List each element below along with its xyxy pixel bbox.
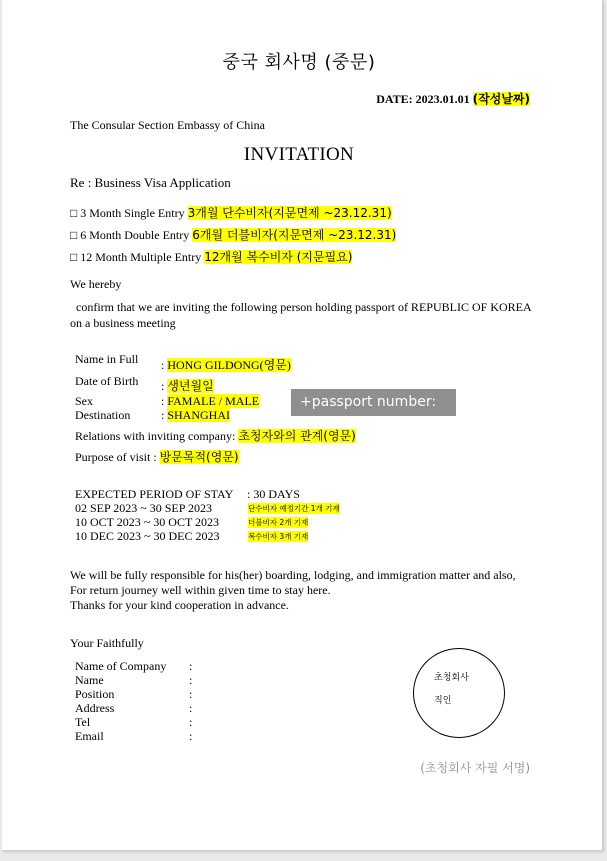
field-colon: : [189, 687, 193, 701]
stay-period-note-2: 더블비자 2개 기재 [248, 518, 309, 527]
checkbox-icon: □ [70, 206, 78, 220]
field-address: Address [75, 701, 115, 715]
stay-label: EXPECTED PERIOD OF STAY [75, 487, 234, 501]
visa-option-3 [70, 248, 352, 265]
stay-value: : 30 DAYS [247, 487, 300, 501]
stay-period-2: 10 OCT 2023 ~ 30 OCT 2023 [75, 515, 220, 529]
closing-line-1: We will be fully responsible for his(her) boarding, lodging, and immigration matter and also, [70, 568, 516, 582]
checkbox-icon: □ [70, 250, 78, 264]
sex-value-row [161, 394, 259, 409]
purpose-row [75, 448, 239, 465]
date-line [376, 90, 530, 107]
destination-value: SHANGHAI [167, 408, 231, 422]
hereby-text: We hereby [70, 277, 122, 291]
colon: : [161, 358, 165, 372]
faithfully: Your Faithfully [70, 636, 144, 650]
confirm-line-1: confirm that we are inviting the following person holding passport of REPUBLIC OF KOREA [76, 300, 532, 314]
field-company-name: Name of Company [75, 659, 167, 673]
visa-option-label: 6 Month Double Entry [80, 228, 190, 242]
destination-label: Destination [75, 408, 131, 422]
field-tel: Tel [75, 715, 91, 729]
visa-option-2 [70, 226, 396, 243]
signature-note: (초청회사 자필 서명) [420, 761, 530, 775]
purpose-label: Purpose of visit : [75, 450, 157, 464]
dob-value: 생년월일 [167, 379, 214, 393]
passport-number-note: +passport number: [291, 389, 456, 416]
company-title: 중국 회사명 (중문) [222, 52, 376, 73]
closing-line-3: Thanks for your kind cooperation in advance. [70, 598, 289, 612]
stay-period-note-1: 단수비자 예정기간 1개 기재 [248, 504, 340, 513]
visa-option-1 [70, 204, 392, 221]
relation-row [75, 427, 356, 444]
visa-option-label: 3 Month Single Entry [80, 206, 185, 220]
destination-value-row [161, 408, 230, 423]
company-seal-circle [413, 648, 505, 738]
document-page [2, 0, 603, 851]
dob-value-row [161, 377, 214, 394]
visa-option-note: 12개월 복수비자 (지문필요) [204, 250, 353, 264]
field-colon: : [189, 673, 193, 687]
stay-period-note-3: 복수비자 3개 기재 [248, 532, 309, 541]
field-position: Position [75, 687, 115, 701]
sex-value: FAMALE / MALE [167, 394, 260, 408]
field-colon: : [189, 729, 193, 743]
name-value-row [161, 356, 291, 373]
seal-text-1: 초청회사 [434, 673, 469, 683]
visa-option-note: 6개월 더블비자(지문면제 ~23.12.31) [192, 228, 397, 242]
field-colon: : [189, 659, 193, 673]
checkbox-icon: □ [70, 228, 78, 242]
dob-label: Date of Birth [75, 374, 139, 388]
visa-option-label: 12 Month Multiple Entry [80, 250, 202, 264]
colon: : [161, 394, 165, 408]
invitation-heading: INVITATION [243, 144, 355, 165]
confirm-line-2: on a business meeting [70, 316, 176, 330]
relation-value: 초청자와의 관계(영문) [238, 429, 356, 443]
stay-period-3: 10 DEC 2023 ~ 30 DEC 2023 [75, 529, 220, 543]
field-colon: : [189, 701, 193, 715]
date-note: (작성날짜) [472, 92, 530, 106]
sex-label: Sex [75, 394, 93, 408]
seal-text-2: 직인 [434, 696, 452, 706]
closing-line-2: For return journey well within given time to stay here. [70, 583, 331, 597]
re-line: Re : Business Visa Application [70, 175, 231, 190]
purpose-value: 방문목적(영문) [159, 450, 239, 464]
recipient: The Consular Section Embassy of China [70, 118, 265, 132]
relation-label: Relations with inviting company: [75, 429, 236, 443]
field-name: Name [75, 673, 104, 687]
date-label: DATE: 2023.01.01 [376, 92, 470, 106]
colon: : [161, 379, 165, 393]
colon: : [161, 408, 165, 422]
stay-period-1: 02 SEP 2023 ~ 30 SEP 2023 [75, 501, 212, 515]
name-label: Name in Full [75, 352, 139, 366]
field-colon: : [189, 715, 193, 729]
visa-option-note: 3개월 단수비자(지문면제 ~23.12.31) [187, 206, 392, 220]
field-email: Email [75, 729, 104, 743]
name-value: HONG GILDONG(영문) [167, 358, 291, 372]
